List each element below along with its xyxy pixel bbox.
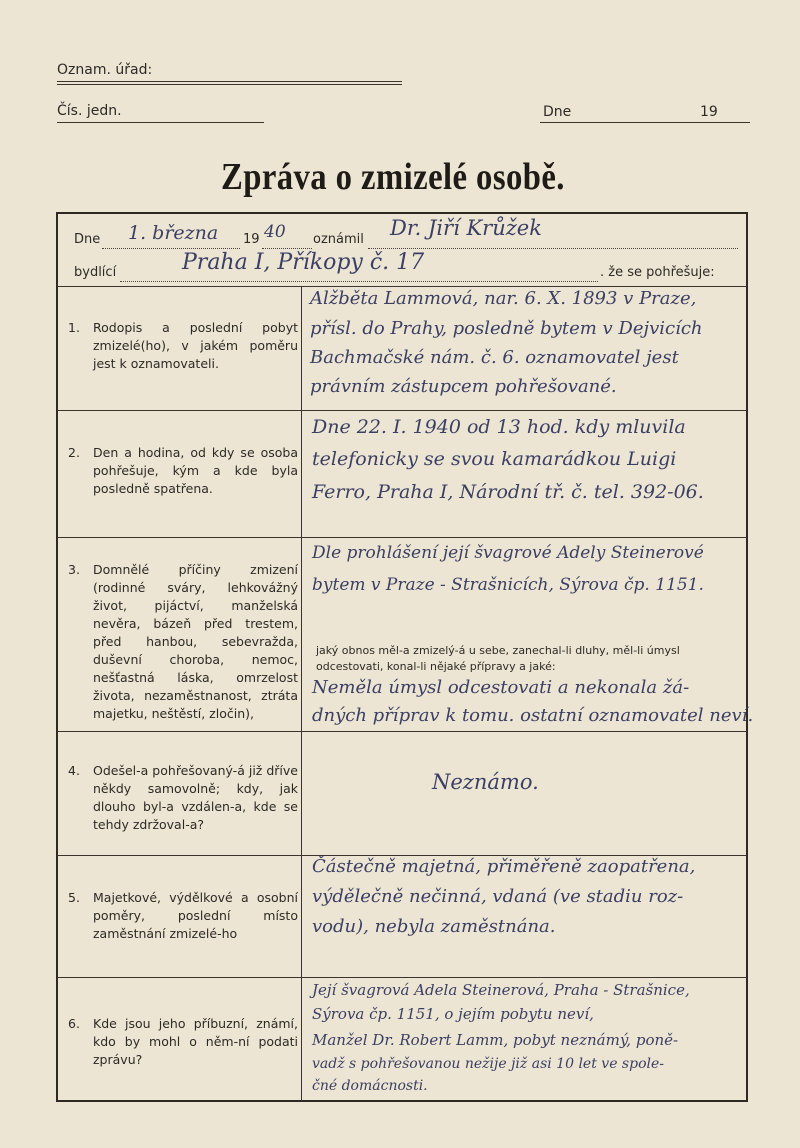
row-1-answer-line-1: Alžběta Lammová, nar. 6. X. 1893 v Praze, <box>310 288 697 309</box>
row-5-question: Majetkové, výdělkové a osobní poměry, poslední místo zaměstnání zmizelé-ho <box>93 890 298 941</box>
row-5-answer-line-2: výdělečně nečinná, vdaná (ve stadiu roz- <box>312 886 684 907</box>
row-3-answer-line-1: Dle prohlášení její švagrové Adely Steinerové <box>312 543 704 563</box>
residence-value: Praha I, Příkopy č. 17 <box>182 250 425 275</box>
reference-label: Čís. jedn. <box>57 103 122 119</box>
page-title: Zpráva o zmizelé osobě. <box>221 156 565 198</box>
reference-underline <box>57 122 264 123</box>
row-6-answer-line-2: Sýrova čp. 1151, o jejím pobytu neví, <box>312 1005 594 1023</box>
column-divider <box>301 286 302 1101</box>
row-1-question: Rodopis a poslední pobyt zmizelé(ho), v jakém poměru jest k oznamovateli. <box>93 320 298 371</box>
row-6-answer-line-4: vadž s pohřešovanou nežije již asi 10 let ve spole- <box>312 1056 664 1072</box>
row-6-answer-line-1: Její švagrová Adela Steinerová, Praha - Strašnice, <box>312 981 690 999</box>
row-4-question: Odešel-a pohřešovaný-á již dříve někdy samovolně; kdy, jak dlouho byl-a vzdálen-a, kde se tehdy zdržoval-a? <box>93 763 298 832</box>
row-divider-3 <box>57 731 747 732</box>
row-5-answer-line-1: Částečně majetná, přiměřeně zaopatřena, <box>312 856 696 877</box>
row-6-number: 6. <box>68 1016 80 1031</box>
report-year-prefix: 19 <box>243 232 260 247</box>
row-4-number: 4. <box>68 763 80 778</box>
row-3-answer-line-2: bytem v Praze - Strašnicích, Sýrova čp. 1151. <box>312 575 704 595</box>
row-2-answer-line-2: telefonicky se svou kamarádkou Luigi <box>312 448 677 470</box>
row-5-answer-line-3: vodu), nebyla zaměstnána. <box>312 916 556 937</box>
row-3-sub-answer-line-2: dných příprav k tomu. ostatní oznamovatel neví. <box>312 705 754 726</box>
row-2-answer-line-3: Ferro, Praha I, Národní tř. č. tel. 392-06. <box>312 481 704 503</box>
table-top-rule <box>57 286 747 287</box>
row-divider-5 <box>57 977 747 978</box>
row-3-sub-question: jaký obnos měl-a zmizelý-á u sebe, zanechal-li dluhy, měl-li úmysl odcestovati, konal-li nějaké přípravy a jaké: <box>316 644 680 673</box>
row-2-number: 2. <box>68 445 80 460</box>
header-date-label: Dne <box>543 104 572 120</box>
row-1-answer-line-3: Bachmačské nám. č. 6. oznamovatel jest <box>310 347 679 368</box>
row-6-question: Kde jsou jeho příbuzní, známí, kdo by mohl o něm-ní podati zprávu? <box>93 1016 298 1067</box>
reporter-label: oznámil <box>313 232 364 247</box>
row-2-answer-line-1: Dne 22. I. 1940 od 13 hod. kdy mluvila <box>312 416 686 438</box>
row-divider-1 <box>57 410 747 411</box>
report-date-label: Dne <box>74 232 101 247</box>
missing-label: . že se pohřešuje: <box>600 265 715 280</box>
reporter-dots <box>368 248 738 249</box>
row-2-question: Den a hodina, od kdy se osoba pohřešuje, kým a kde byla posledně spatřena. <box>93 445 298 496</box>
office-underline <box>57 81 402 82</box>
report-date-dots <box>102 248 240 249</box>
residence-label: bydlící <box>74 265 117 280</box>
row-6-answer-line-5: čné domácnosti. <box>312 1078 428 1094</box>
row-1-answer-line-2: přísl. do Prahy, posledně bytem v Dejvicích <box>310 318 703 339</box>
row-3-question: Domnělé příčiny zmizení (rodinné sváry, lehkovážný život, pijáctví, manželská nevěra, bázeň před trestem, před hanbou, sebevražda, duševní choroba, nemoc, nešťastná láska, omrzelost života, nezaměstnanost, ztráta majetku, neštěstí, zločin), <box>93 562 298 721</box>
row-3-sub-answer-line-1: Neměla úmysl odcestovati a nekonala žá- <box>312 677 690 698</box>
report-year-dots <box>262 248 312 249</box>
row-4-answer-line-1: Neznámo. <box>432 770 539 794</box>
header-year-prefix: 19 <box>700 104 718 120</box>
office-underline-double <box>57 84 402 85</box>
row-6-answer-line-3: Manžel Dr. Robert Lamm, pobyt neznámý, poně- <box>312 1031 679 1049</box>
row-3-number: 3. <box>68 562 80 577</box>
reporter-value: Dr. Jiří Krůžek <box>390 216 542 240</box>
report-year-value: 40 <box>264 222 286 242</box>
residence-dots <box>120 281 598 282</box>
row-divider-2 <box>57 537 747 538</box>
header-date-underline <box>540 122 750 123</box>
row-1-answer-line-4: právním zástupcem pohřešované. <box>310 376 617 397</box>
office-label: Oznam. úřad: <box>57 62 153 78</box>
report-date-value: 1. března <box>128 222 219 244</box>
row-5-number: 5. <box>68 890 80 905</box>
row-1-number: 1. <box>68 320 80 335</box>
